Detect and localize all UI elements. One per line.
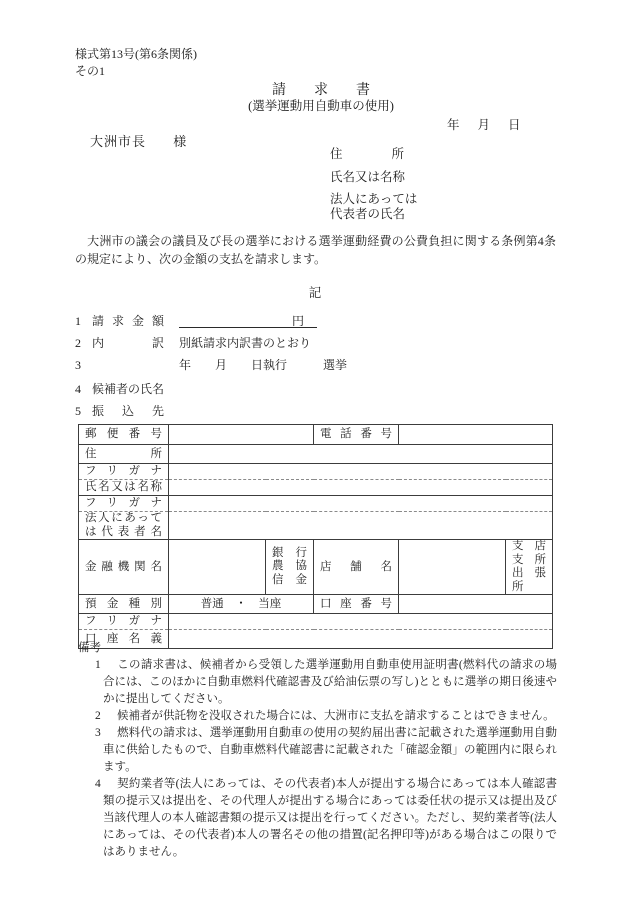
item-claim-amount <box>75 314 317 329</box>
note-text: 契約業者等(法人にあっては、その代表者)本人が提出する場合にあっては本人確認書類の提示又は提出を、その代理人が提出する場合にあっては委任状の提示又は提出及び当該代理人の本人確認書類の提示又は提出を行ってください。ただし、契約業者等(法人にあっては、その代表者)本人の署名その他の措置(記名押印等)がある場合はこの限りではありません。 <box>103 778 557 858</box>
postal-code-label: 郵便番号 <box>79 425 169 445</box>
item-number: 5 <box>75 404 81 418</box>
furigana-field <box>169 614 553 630</box>
addressee-honorific: 様 <box>173 134 188 149</box>
table-row-postal <box>79 425 553 445</box>
address-field <box>169 445 553 464</box>
date-line <box>447 115 521 133</box>
note-number: 1 <box>95 659 101 671</box>
bank-name-field <box>169 540 266 595</box>
account-name-label: 口座名義 <box>79 630 169 649</box>
date-month-label: 月 <box>477 118 491 132</box>
table-row-furigana-account <box>79 614 553 630</box>
item-label: 請求金額 <box>92 314 164 328</box>
item-number: 4 <box>75 382 81 396</box>
note-text: 燃料代の請求は、選挙運動用自動車の使用の契約届出書に記載された選挙運動用自動車に供給したもので、自動車燃料代確認書に記載された「確認金額」の範囲内に限られます。 <box>103 727 557 773</box>
account-number-label: 口座番号 <box>314 595 399 614</box>
date-day-label: 日 <box>508 118 521 132</box>
note-number: 3 <box>95 727 101 739</box>
record-marker: 記 <box>308 286 322 300</box>
item-transfer-destination <box>75 404 179 419</box>
note-4 <box>78 776 557 861</box>
note-1 <box>78 657 557 708</box>
branch-name-label: 店舗名 <box>314 540 399 595</box>
furigana-label: フリガナ <box>79 614 169 630</box>
name-label: 氏名又は名称 <box>79 480 169 496</box>
item-number: 1 <box>75 314 81 328</box>
table-row-corporate-rep <box>79 512 553 540</box>
furigana-field <box>169 496 553 512</box>
corporate-rep-field <box>169 512 553 540</box>
note-number: 2 <box>95 710 101 722</box>
table-row-furigana-rep <box>79 496 553 512</box>
addressee: 大洲市長 <box>90 134 147 149</box>
item-label: 候補者の氏名 <box>92 382 165 396</box>
deposit-type-options: 普通 ・ 当座 <box>169 595 314 614</box>
corporate-rep-label: 法人にあって は代表者名 <box>79 512 169 540</box>
amount-unit: 円 <box>291 314 304 328</box>
note-3 <box>78 725 557 776</box>
furigana-label: フリガナ <box>79 496 169 512</box>
bank-name-label: 金融機関名 <box>79 540 169 595</box>
branch-name-field <box>399 540 506 595</box>
bank-transfer-table <box>78 424 553 649</box>
body-paragraph: 大洲市の議会の議員及び長の選挙における選挙運動経費の公費負担に関する条例第4条の規定により、次の金額の支払を請求します。 <box>75 234 556 266</box>
item-label: 振込先 <box>92 404 164 418</box>
page-title: 請 求 書 <box>272 83 370 98</box>
item-number: 3 <box>75 358 81 372</box>
item-number: 2 <box>75 336 81 350</box>
note-2 <box>78 708 557 725</box>
sender-corp-line2: 代表者の氏名 <box>330 207 406 221</box>
item-candidate-name <box>75 382 179 397</box>
telephone-field <box>399 425 553 445</box>
note-text: この請求書は、候補者から受領した選挙運動用自動車使用証明書(燃料代の請求の場合には、このほかに自動車燃料代確認書及び給油伝票の写し)とともに選挙の期日後速やかに提出してください。 <box>103 659 557 705</box>
page-subtitle: (選挙運動用自動車の使用) <box>248 99 394 113</box>
sender-name-label: 氏名又は名称 <box>330 170 406 184</box>
sender-corp-line1: 法人にあっては <box>330 192 418 206</box>
form-part: その1 <box>75 64 106 78</box>
form-number: 様式第13号(第6条関係) <box>75 47 197 61</box>
account-number-field <box>399 595 553 614</box>
sender-address-label: 住所 <box>330 147 404 161</box>
name-field <box>169 480 553 496</box>
bank-type-options: 銀行 農協 信金 <box>266 540 314 595</box>
telephone-label: 電話番号 <box>314 425 399 445</box>
item-breakdown <box>75 336 311 351</box>
notes-title: 備考 <box>78 642 101 654</box>
postal-code-field <box>169 425 314 445</box>
table-row-deposit <box>79 595 553 614</box>
branch-type-options: 支店 支所 出張所 <box>506 540 553 595</box>
table-row-bank <box>79 540 553 595</box>
furigana-field <box>169 464 553 480</box>
table-row-furigana-name <box>79 464 553 480</box>
note-text: 候補者が供託物を没収された場合には、大洲市に支払を請求することはできません。 <box>117 710 555 722</box>
item-election-date <box>75 358 347 373</box>
date-year-label: 年 <box>447 118 460 132</box>
furigana-label: フリガナ <box>79 464 169 480</box>
item-value: 別紙請求内訳書のとおり <box>179 336 312 350</box>
item-value: 年 月 日執行 選挙 <box>179 358 348 372</box>
notes-section <box>78 640 557 861</box>
amount-blank-field <box>179 314 317 328</box>
table-row-address <box>79 445 553 464</box>
deposit-type-label: 預金種別 <box>79 595 169 614</box>
item-label: 内訳 <box>92 336 164 350</box>
note-number: 4 <box>95 778 101 790</box>
addressee-line <box>90 131 187 150</box>
address-label: 住所 <box>79 445 169 464</box>
table-row-name <box>79 480 553 496</box>
